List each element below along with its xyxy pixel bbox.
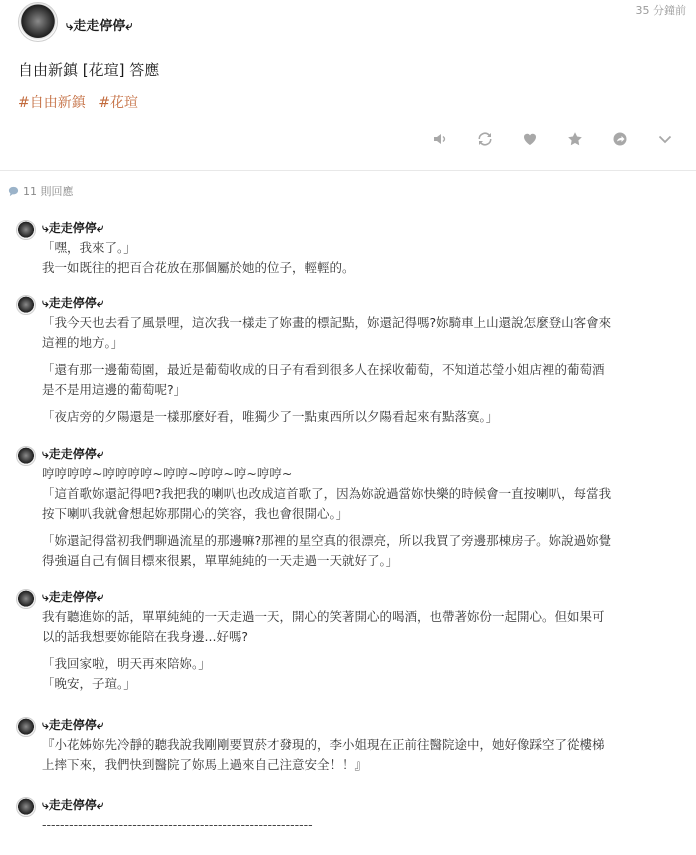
avatar[interactable]: [16, 797, 36, 817]
comment-line: 「我回家啦，明天再來陪妳。」: [42, 656, 211, 671]
comment-list: [16, 218, 684, 835]
comment-author[interactable]: ⤷走走停停⤶: [42, 296, 104, 310]
comment-line: 「還有那一邊葡萄園，最近是葡萄收成的日子有看到很多人在採收葡萄，不知道芯瑩小姐店裡的葡萄酒: [42, 362, 605, 377]
comment-line: 「夜店旁的夕陽還是一樣那麼好看，唯獨少了一點東西所以夕陽看起來有點落寞。」: [42, 409, 499, 424]
avatar[interactable]: [16, 446, 36, 466]
comment: [16, 293, 684, 427]
tag-link[interactable]: #自由新鎮: [18, 95, 86, 111]
comment-line: 我一如既往的把百合花放在那個屬於她的位子，輕輕的。: [42, 260, 355, 275]
post-title: 自由新鎮 [花瑄] 答應: [18, 61, 160, 79]
comment: [16, 218, 684, 278]
comment-line: 是不是用這邊的葡萄呢?」: [42, 382, 187, 397]
comment-line: 得強逼自己有個目標來很累，單單純純的一天走過一天就好了。」: [42, 553, 399, 568]
heart-icon: [522, 131, 538, 147]
comment-line: 「晚安，子瑄。」: [42, 676, 136, 691]
share-button[interactable]: [608, 128, 631, 150]
comment: [16, 587, 684, 694]
comment-body: [42, 735, 684, 775]
favorite-button[interactable]: [563, 128, 586, 150]
comment-line: 「我今天也去看了風景哩，這次我一樣走了妳畫的標記點，妳還記得嗎?妳騎車上山還說怎麼登山客會來: [42, 315, 612, 330]
comment-author[interactable]: ⤷走走停停⤶: [42, 718, 104, 732]
comment: [16, 795, 684, 835]
avatar[interactable]: [16, 717, 36, 737]
star-icon: [567, 131, 583, 147]
comment-body: [42, 464, 684, 571]
post-timestamp: 35 分鐘前: [635, 4, 686, 17]
comment-author[interactable]: ⤷走走停停⤶: [42, 798, 104, 812]
post-tags: [18, 92, 146, 112]
avatar[interactable]: [16, 220, 36, 240]
comment-body: [42, 607, 684, 694]
more-button[interactable]: [653, 128, 676, 150]
comment: [16, 444, 684, 571]
comment-line: 我有聽進妳的話，單單純純的一天走過一天，開心的笑著開心的喝酒，也帶著妳份一起開心。但如果可: [42, 609, 605, 624]
comment-body: [42, 313, 684, 427]
reply-count-label: 11 則回應: [23, 185, 74, 198]
repost-icon: [477, 131, 493, 147]
divider: [0, 170, 696, 171]
comment-line: 以的話我想要妳能陪在我身邊...好嗎?: [42, 629, 249, 644]
share-icon: [612, 131, 628, 147]
comment-line: 『小花姊妳先冷靜的聽我說我剛剛要買菸才發現的，李小姐現在正前往醫院途中，她好像踩空了從樓梯: [42, 737, 605, 752]
comment-line: 「嘿，我來了。」: [42, 240, 136, 255]
tag-link[interactable]: #花瑄: [98, 95, 138, 111]
volume-button[interactable]: [428, 128, 451, 150]
speech-bubble-icon: [8, 186, 19, 197]
comment-line: 上摔下來，我們快到醫院了妳馬上過來自己注意安全！！』: [42, 757, 368, 772]
comment: [16, 715, 684, 775]
comment-line: 「妳還記得當初我們聊過流星的那邊嘛?那裡的星空真的很漂亮，所以我買了旁邊那棟房子。妳說過妳覺: [42, 533, 612, 548]
avatar[interactable]: [16, 295, 36, 315]
chevron-down-icon: [657, 131, 673, 147]
post-author[interactable]: ⤷走走停停⤶: [66, 19, 133, 34]
comment-author[interactable]: ⤷走走停停⤶: [42, 447, 104, 461]
avatar[interactable]: [18, 2, 58, 42]
reply-count[interactable]: [8, 183, 74, 199]
repost-button[interactable]: [473, 128, 496, 150]
volume-icon: [432, 131, 448, 147]
comment-line: ------------------------------------------------------------: [42, 817, 313, 832]
comment-author[interactable]: ⤷走走停停⤶: [42, 590, 104, 604]
like-button[interactable]: [518, 128, 541, 150]
comment-line: 哼哼哼哼~哼哼哼哼~哼哼~哼哼~哼~哼哼~: [42, 466, 293, 481]
comment-author[interactable]: ⤷走走停停⤶: [42, 221, 104, 235]
comment-line: 「這首歌妳還記得吧?我把我的喇叭也改成這首歌了，因為妳說過當妳快樂的時候會一直按喇叭，每當我: [42, 486, 612, 501]
post-header: [18, 2, 688, 46]
comment-line: 這裡的地方。」: [42, 335, 124, 350]
comment-line: 按下喇叭我就會想起妳那開心的笑容，我也會很開心。」: [42, 506, 349, 521]
comment-body: [42, 238, 684, 278]
avatar[interactable]: [16, 589, 36, 609]
post-actions: [428, 128, 676, 150]
comment-body: [42, 815, 684, 835]
